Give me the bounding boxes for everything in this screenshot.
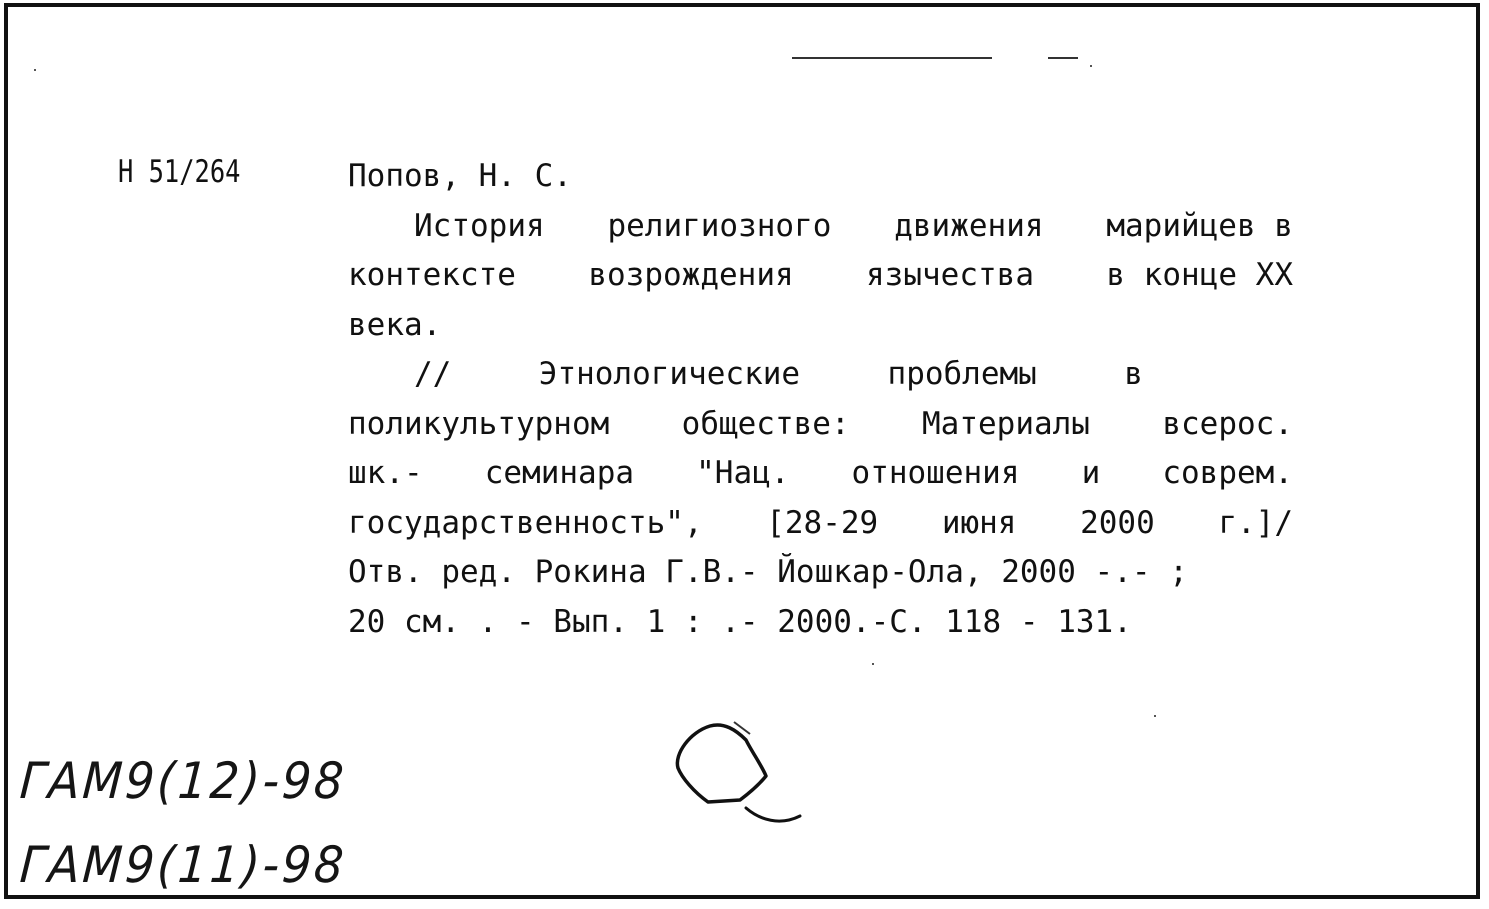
source-text: Отв. ред. Рокина Г.В.- Йошкар-Ола, 2000 -.- ; bbox=[348, 554, 1188, 590]
source-word: шк.- bbox=[348, 455, 423, 491]
title-word: движения bbox=[894, 207, 1044, 244]
source-word: проблемы bbox=[887, 356, 1037, 392]
stamp-tail bbox=[746, 808, 800, 821]
stamp-outline bbox=[677, 725, 766, 802]
source-word: семинара bbox=[484, 455, 635, 491]
source-word: всерос. bbox=[1162, 405, 1293, 442]
title-word: века. bbox=[348, 306, 442, 343]
scan-speck bbox=[1090, 65, 1092, 67]
title-line bbox=[348, 202, 1293, 252]
stamp-mark bbox=[668, 716, 808, 836]
title-word: в конце XX bbox=[1106, 257, 1293, 293]
source-word: Этнологические bbox=[538, 356, 801, 392]
source-line bbox=[348, 449, 1293, 499]
title-line bbox=[348, 301, 1293, 351]
author-line bbox=[348, 152, 1293, 202]
source-word: 2000 bbox=[1080, 504, 1155, 541]
source-word: государственность", bbox=[348, 504, 703, 541]
bibliographic-record bbox=[348, 152, 1293, 647]
author: Попов, Н. С. bbox=[348, 158, 572, 194]
scan-mark bbox=[792, 57, 992, 59]
title-word: религиозного bbox=[607, 207, 832, 244]
source-word: г.]/ bbox=[1218, 504, 1293, 541]
scan-mark bbox=[1048, 57, 1078, 59]
title-word: контексте bbox=[348, 257, 516, 293]
title-word: История bbox=[414, 207, 545, 244]
source-word: и bbox=[1081, 455, 1101, 491]
title-word: язычества bbox=[866, 257, 1034, 293]
source-word: соврем. bbox=[1162, 455, 1293, 491]
source-line bbox=[348, 548, 1293, 598]
source-text: 20 см. . - Вып. 1 : .- 2000.-С. 118 - 131. bbox=[348, 603, 1132, 640]
source-line bbox=[348, 598, 1293, 648]
title-word: марийцев в bbox=[1106, 207, 1293, 244]
source-word: отношения bbox=[851, 455, 1020, 491]
shelfmark: Н 51/264 bbox=[118, 154, 241, 190]
source-line bbox=[348, 400, 1293, 450]
source-word: "Нац. bbox=[696, 455, 790, 491]
handwritten-note: ГАМ9(12)-98 bbox=[18, 752, 348, 810]
title-line bbox=[348, 251, 1293, 301]
source-word: обществе: bbox=[681, 405, 850, 442]
source-word: июня bbox=[941, 504, 1017, 541]
scan-speck bbox=[1154, 715, 1156, 717]
title-word: возрождения bbox=[588, 257, 794, 293]
source-word: [28-29 bbox=[766, 504, 879, 541]
source-word: в bbox=[1124, 356, 1143, 392]
source-word: Материалы bbox=[922, 405, 1090, 442]
source-word: поликультурном bbox=[348, 405, 610, 442]
source-line bbox=[348, 350, 1293, 400]
source-word: // bbox=[414, 356, 452, 392]
scan-speck bbox=[872, 663, 874, 665]
handwritten-note: ГАМ9(11)-98 bbox=[18, 836, 348, 894]
source-line bbox=[348, 499, 1293, 549]
scan-speck bbox=[34, 69, 36, 71]
